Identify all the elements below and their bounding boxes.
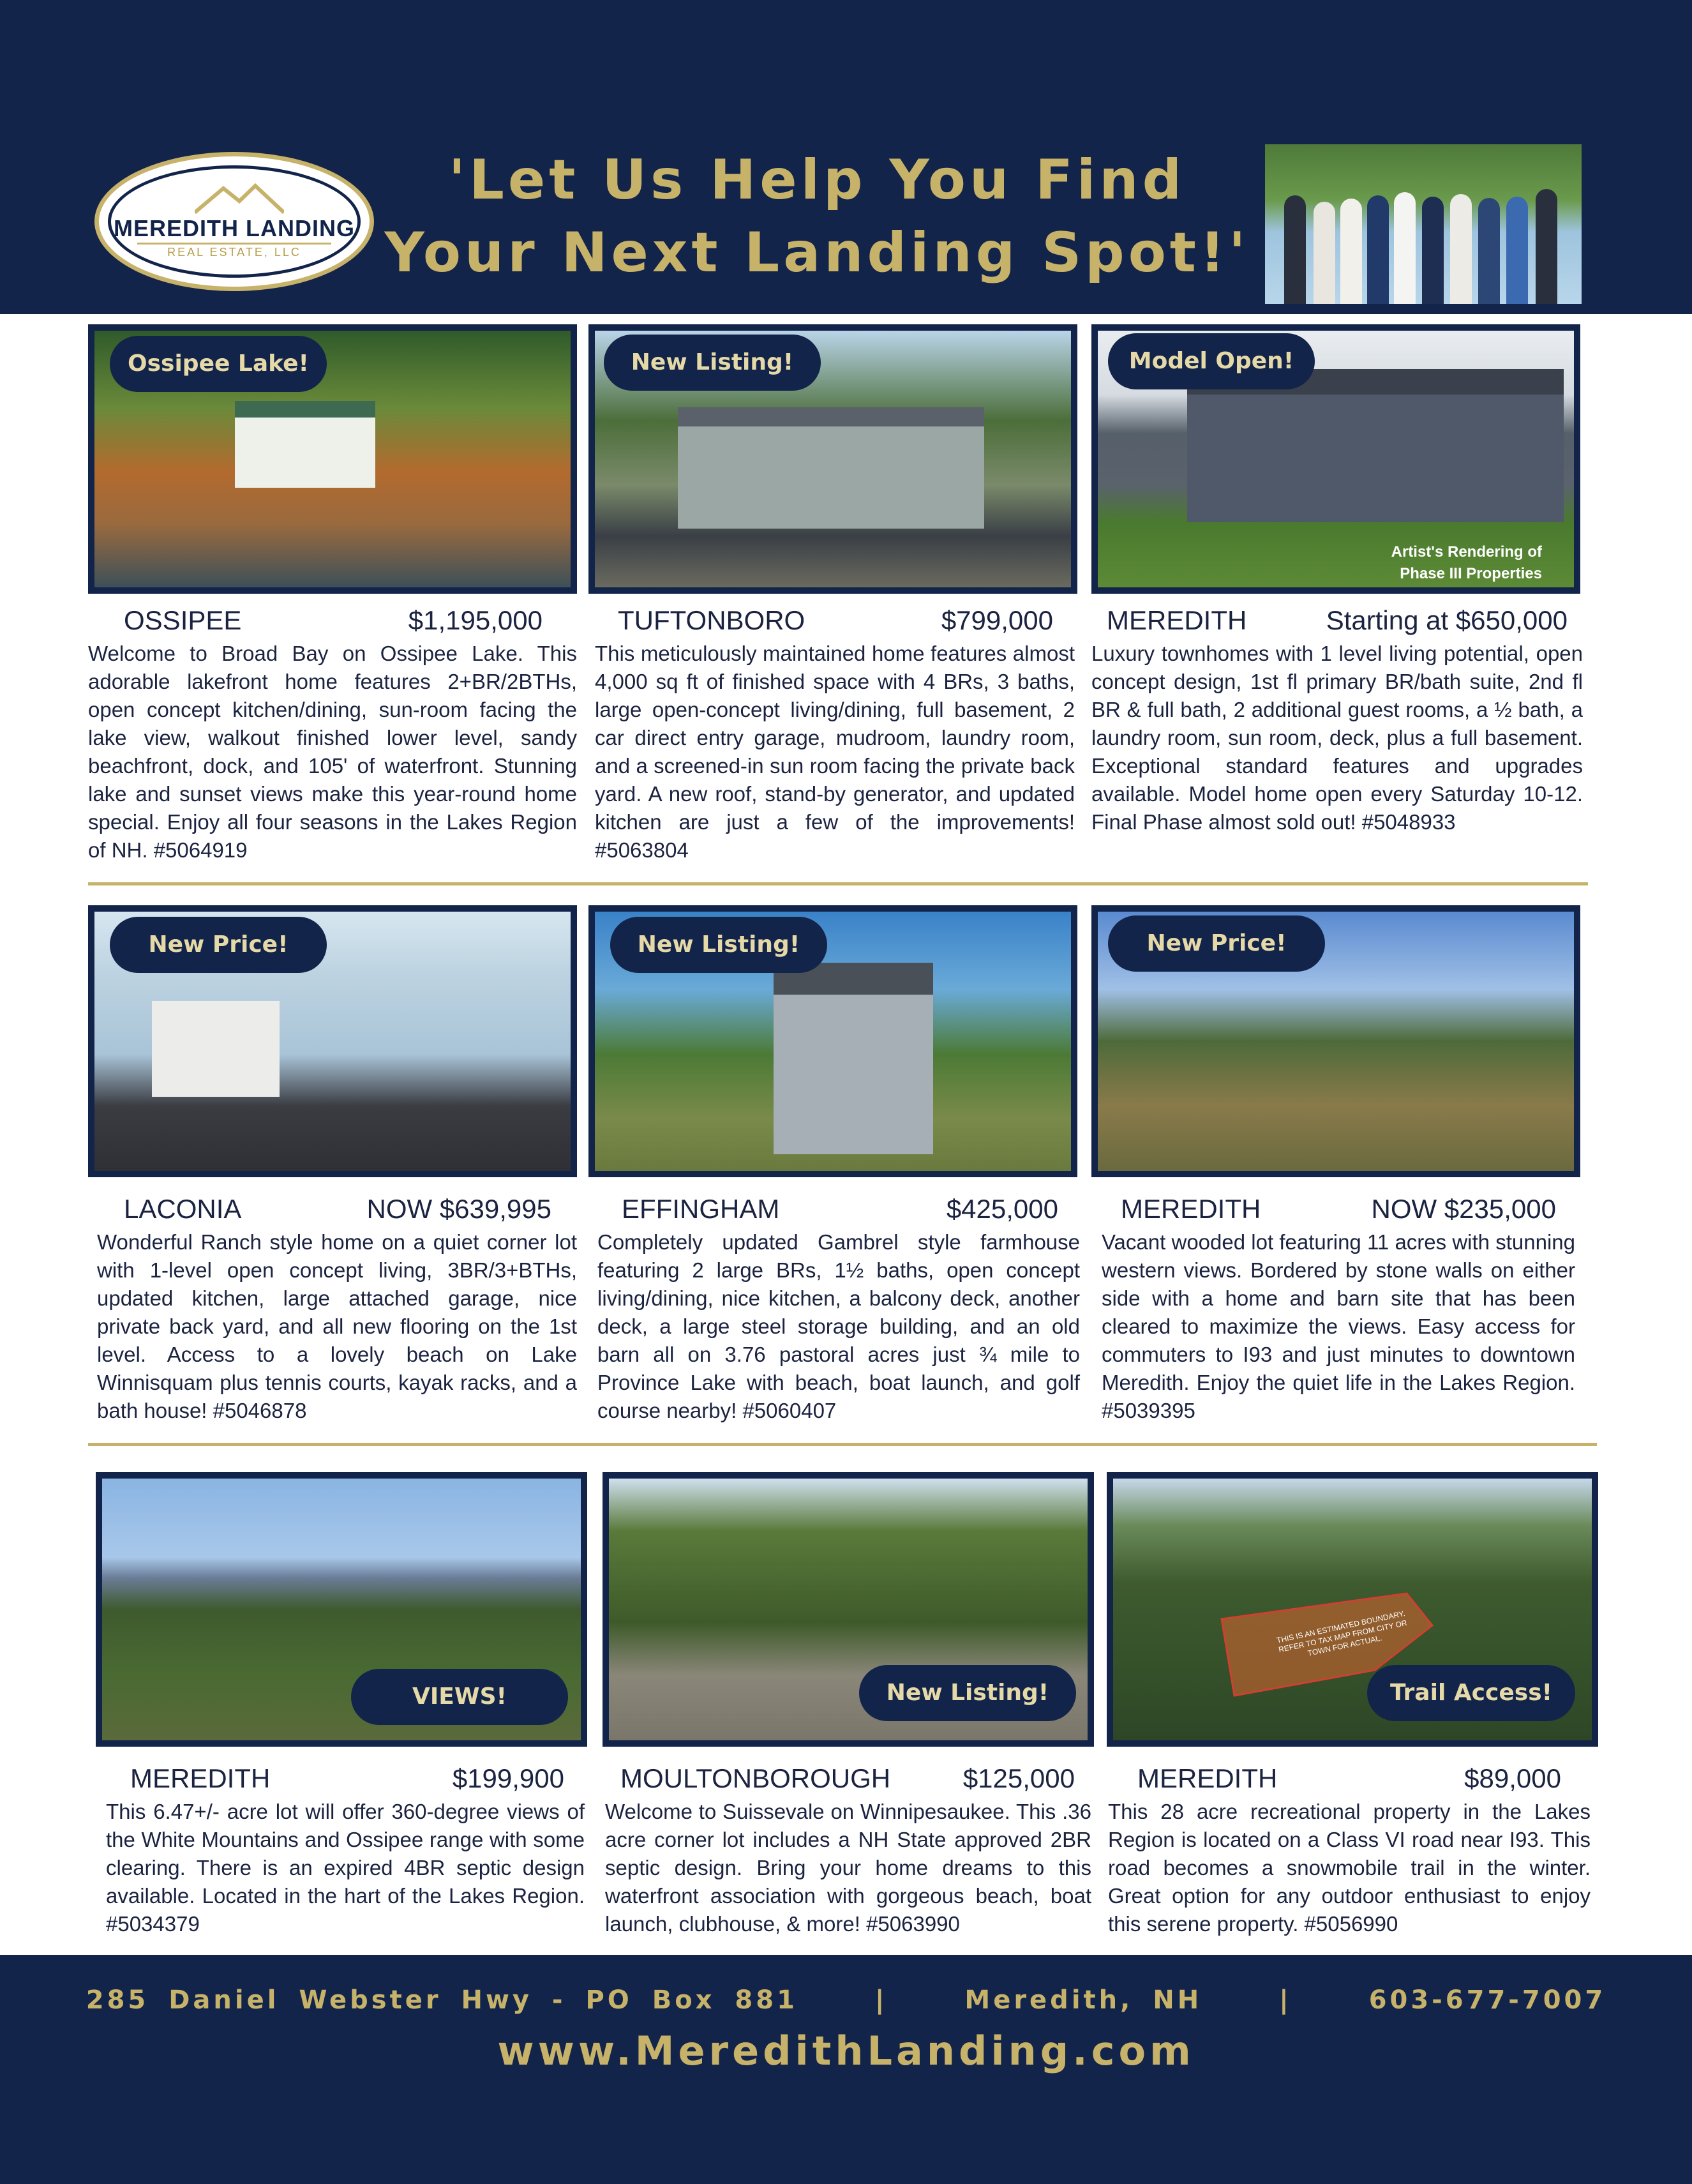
section-divider [88, 1443, 1597, 1446]
listing-price: $199,900 [452, 1763, 564, 1793]
badge-moultonborough: New Listing! [859, 1665, 1076, 1721]
listing-description: Luxury townhomes with 1 level living potential, open concept design, 1st fl primary BR/bath suite, 2nd fl BR & full bath, 2 additional guest rooms, a ½ bath, a laundry room, sun room, deck, plus a full basement. Exceptional standard features and upgrades available. Model home open every Saturday 10-12. Final Phase almost sold out! #5048933 [1091, 642, 1583, 834]
listing-price: Starting at $650,000 [1326, 605, 1568, 635]
listing-town: MEREDITH [1137, 1763, 1278, 1793]
logo-name: MEREDITH LANDING [114, 215, 355, 241]
garage-door [152, 1001, 280, 1097]
listing-town: MOULTONBOROUGH [620, 1763, 891, 1793]
listing-description: This meticulously maintained home features almost 4,000 sq ft of finished space with 4 BRs, 3 baths, large open-concept living/dining, full basement, 2 car direct entry garage, mudroom, laundry room, and a screened-in sun room facing the private back yard. A new roof, stand-by generator, and updated kitchen are just a few of the improvements! #5063804 [595, 642, 1075, 862]
team-member [1506, 197, 1528, 304]
listing-description: This 28 acre recreational property in the Lakes Region is located on a Class VI road near I93. This road becomes a snowmobile trail in the winter. Great option for any outdoor enthusiast to enjoy this serene property. #5056990 [1108, 1800, 1591, 1936]
badge-tuftonboro: New Listing! [604, 335, 821, 391]
gray-house [678, 407, 984, 529]
listing-town: OSSIPEE [124, 605, 242, 635]
team-member [1536, 189, 1557, 304]
listing-town: LACONIA [124, 1194, 242, 1224]
logo-rule [137, 243, 331, 245]
headline-line-2: Your Next Landing Spot!' [384, 221, 1250, 285]
listing-description: Welcome to Suissevale on Winnipesaukee. This .36 acre corner lot includes a NH State approved 2BR septic design. Bring your home dreams to this waterfront association with gorgeous beach, boat launch, clubhouse, & more! #5063990 [605, 1800, 1091, 1936]
listing-price: $125,000 [962, 1763, 1075, 1793]
listing-price: $799,000 [941, 605, 1053, 635]
badge-meredith-11-acres: New Price! [1108, 915, 1325, 972]
listing-description: Completely updated Gambrel style farmhouse featuring 2 large BRs, 1½ baths, open concept living/dining, nice kitchen, a balcony deck, another deck, a large steel storage building, and an old barn all on 3.76 pastoral acres just ¾ mile to Province Lake with beach, boat launch, and golf course nearby! #5060407 [597, 1230, 1080, 1422]
listing-town: MEREDITH [1121, 1194, 1261, 1224]
rendering-caption: Artist's Rendering of Phase III Properties [1391, 543, 1542, 582]
footer-address: 285 Daniel Webster Hwy - PO Box 881 [86, 1985, 798, 2015]
headline [383, 144, 1251, 289]
listing-price: $425,000 [946, 1194, 1058, 1224]
footer-city: Meredith, NH [964, 1985, 1202, 2015]
badge-laconia: New Price! [110, 917, 327, 973]
listing-description: Welcome to Broad Bay on Ossipee Lake. This adorable lakefront home features 2+BR/2BTHs, open concept kitchen/dining, sun-room facing the lake view, walkout finished lower level, sandy beachfront, dock, and 105' of waterfront. Stunning lake and sunset views make this year-round home special. Enjoy all four seasons in the Lakes Region of NH. #5064919 [88, 642, 577, 862]
badge-ossipee: Ossipee Lake! [110, 336, 327, 392]
team-member [1314, 202, 1335, 304]
listing-price: $1,195,000 [408, 605, 543, 635]
team-member [1478, 198, 1500, 304]
footer-phone[interactable]: 603-677-7007 [1368, 1985, 1606, 2015]
logo-subtitle: REAL ESTATE, LLC [167, 246, 301, 259]
listing-description: This 6.47+/- acre lot will offer 360-degree views of the White Mountains and Ossipee range with some clearing. There is an expired 4BR septic design available. Located in the hart of the Lakes Region. #5034379 [106, 1800, 585, 1936]
listing-town: EFFINGHAM [622, 1194, 780, 1224]
team-photo [1265, 144, 1582, 304]
listing-town: MEREDITH [130, 1763, 271, 1793]
headline-line-1: 'Let Us Help You Find [448, 148, 1186, 212]
listing-description: Vacant wooded lot featuring 11 acres with stunning western views. Bordered by stone walls on either side with a home and barn site that has been cleared to maximize the views. Easy access for commuters to I93 and just minutes to downtown Meredith. Enjoy the quiet life in the Lakes Region. #5039395 [1102, 1230, 1575, 1422]
badge-effingham: New Listing! [610, 917, 827, 973]
company-logo [94, 152, 374, 291]
townhome-render [1187, 369, 1564, 522]
listing-price: NOW $235,000 [1371, 1194, 1556, 1224]
listing-town: TUFTONBORO [618, 605, 805, 635]
team-member [1422, 197, 1444, 304]
team-member [1284, 195, 1306, 304]
team-member [1367, 195, 1389, 304]
badge-trail-access: Trail Access! [1367, 1665, 1575, 1721]
footer-website-link[interactable]: www.MeredithLanding.com [497, 2028, 1195, 2074]
gambrel-farmhouse [774, 963, 933, 1154]
listing-price: NOW $639,995 [366, 1194, 551, 1224]
boundary-note: THIS IS AN ESTIMATED BOUNDARY. REFER TO TAX MAP FROM CITY OR TOWN FOR ACTUAL. [1275, 1609, 1408, 1658]
badge-meredith-townhomes: Model Open! [1108, 333, 1315, 389]
footer-separator: | [1279, 1985, 1292, 2015]
team-member [1394, 192, 1416, 304]
footer-contact-line [0, 1985, 1692, 2015]
footer-separator: | [874, 1985, 888, 2015]
badge-views: VIEWS! [351, 1669, 568, 1725]
team-member [1340, 199, 1362, 304]
house-roof-icon [195, 182, 284, 214]
listing-price: $89,000 [1464, 1763, 1561, 1793]
team-member [1450, 194, 1472, 304]
lake-house [235, 401, 375, 488]
listing-description: Wonderful Ranch style home on a quiet corner lot with 1-level open concept living, 3BR/3+BTHs, updated kitchen, large attached garage, nice private back yard, and all new flooring on the 1st level. Access to a lovely beach on Lake Winnisquam plus tennis courts, kayak racks, and a bath house! #5046878 [97, 1230, 577, 1422]
listing-town: MEREDITH [1107, 605, 1247, 635]
section-divider [88, 882, 1588, 885]
